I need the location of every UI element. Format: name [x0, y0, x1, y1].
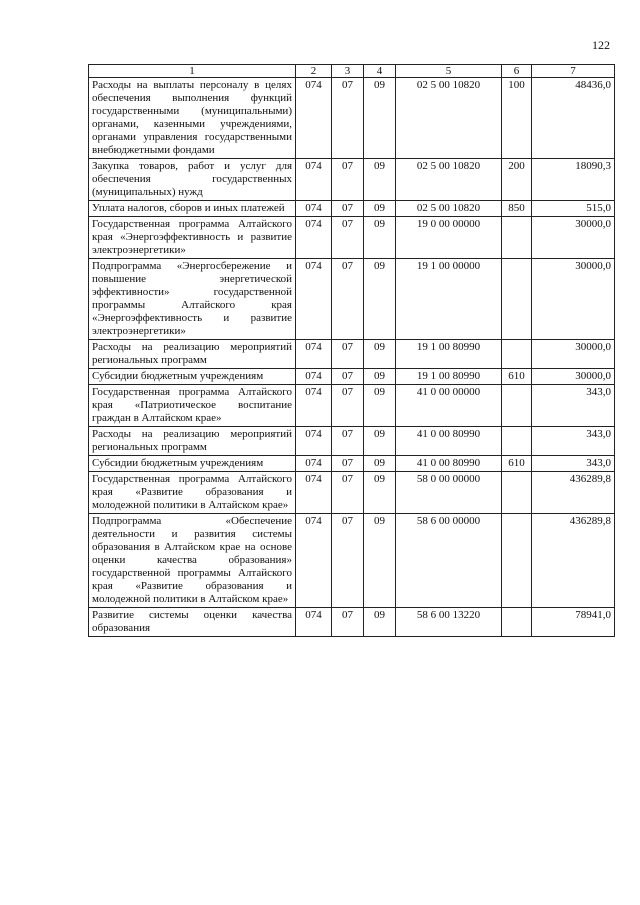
- section-cell: 07: [332, 385, 364, 427]
- row-name-cell: Развитие системы оценки качества образования: [89, 608, 296, 637]
- row-name-cell: Расходы на реализацию мероприятий региональных программ: [89, 427, 296, 456]
- row-name-cell: Субсидии бюджетным учреждениям: [89, 369, 296, 385]
- row-name-cell: Субсидии бюджетным учреждениям: [89, 456, 296, 472]
- expense-type-cell: [502, 385, 532, 427]
- subsection-cell: 09: [364, 472, 396, 514]
- amount-cell: 30000,0: [532, 217, 615, 259]
- admin-code-cell: 074: [296, 369, 332, 385]
- section-cell: 07: [332, 217, 364, 259]
- column-header: 1: [89, 65, 296, 78]
- expense-type-cell: 850: [502, 201, 532, 217]
- amount-cell: 48436,0: [532, 78, 615, 159]
- subsection-cell: 09: [364, 514, 396, 608]
- amount-cell: 436289,8: [532, 472, 615, 514]
- subsection-cell: 09: [364, 369, 396, 385]
- table-row: [89, 259, 615, 340]
- table-row: [89, 608, 615, 637]
- row-name-cell: Государственная программа Алтайского края «Энергоэффективность и развитие электроэнергетики»: [89, 217, 296, 259]
- amount-cell: 343,0: [532, 427, 615, 456]
- row-name-cell: Государственная программа Алтайского края «Патриотическое воспитание граждан в Алтайском крае»: [89, 385, 296, 427]
- row-name-cell: Подпрограмма «Энергосбережение и повышение энергетической эффективности» государственной программы Алтайского края «Энергоэффективность и развитие электроэнергетики»: [89, 259, 296, 340]
- admin-code-cell: 074: [296, 608, 332, 637]
- section-cell: 07: [332, 201, 364, 217]
- subsection-cell: 09: [364, 340, 396, 369]
- table-row: [89, 159, 615, 201]
- admin-code-cell: 074: [296, 259, 332, 340]
- column-header: 6: [502, 65, 532, 78]
- row-name-cell: Государственная программа Алтайского края «Развитие образования и молодежной политики в Алтайском крае»: [89, 472, 296, 514]
- admin-code-cell: 074: [296, 201, 332, 217]
- table-row: [89, 369, 615, 385]
- table-row: [89, 427, 615, 456]
- target-article-cell: 41 0 00 00000: [396, 385, 502, 427]
- target-article-cell: 19 1 00 80990: [396, 369, 502, 385]
- row-name-cell: Расходы на реализацию мероприятий региональных программ: [89, 340, 296, 369]
- section-cell: 07: [332, 472, 364, 514]
- amount-cell: 30000,0: [532, 340, 615, 369]
- admin-code-cell: 074: [296, 340, 332, 369]
- target-article-cell: 58 6 00 00000: [396, 514, 502, 608]
- subsection-cell: 09: [364, 217, 396, 259]
- page-number: 122: [592, 38, 610, 52]
- table-row: [89, 456, 615, 472]
- column-header: 2: [296, 65, 332, 78]
- admin-code-cell: 074: [296, 514, 332, 608]
- target-article-cell: 19 0 00 00000: [396, 217, 502, 259]
- target-article-cell: 19 1 00 80990: [396, 340, 502, 369]
- subsection-cell: 09: [364, 259, 396, 340]
- row-name-cell: Уплата налогов, сборов и иных платежей: [89, 201, 296, 217]
- section-cell: 07: [332, 259, 364, 340]
- target-article-cell: 02 5 00 10820: [396, 159, 502, 201]
- table-row: [89, 340, 615, 369]
- subsection-cell: 09: [364, 456, 396, 472]
- section-cell: 07: [332, 456, 364, 472]
- expense-type-cell: [502, 427, 532, 456]
- target-article-cell: 19 1 00 00000: [396, 259, 502, 340]
- subsection-cell: 09: [364, 201, 396, 217]
- row-name-cell: Расходы на выплаты персоналу в целях обеспечения выполнения функций государственными (муниципальными) органами, казенными учреждениями, органами управления государственными внебюджетными фондами: [89, 78, 296, 159]
- table-row: [89, 385, 615, 427]
- section-cell: 07: [332, 427, 364, 456]
- table-row: [89, 78, 615, 159]
- subsection-cell: 09: [364, 427, 396, 456]
- section-cell: 07: [332, 514, 364, 608]
- table-header-row: [89, 65, 615, 78]
- target-article-cell: 41 0 00 80990: [396, 456, 502, 472]
- target-article-cell: 41 0 00 80990: [396, 427, 502, 456]
- section-cell: 07: [332, 369, 364, 385]
- subsection-cell: 09: [364, 385, 396, 427]
- expense-type-cell: [502, 217, 532, 259]
- admin-code-cell: 074: [296, 385, 332, 427]
- section-cell: 07: [332, 159, 364, 201]
- table-row: [89, 472, 615, 514]
- expense-type-cell: [502, 514, 532, 608]
- amount-cell: 18090,3: [532, 159, 615, 201]
- expense-type-cell: [502, 608, 532, 637]
- column-header: 5: [396, 65, 502, 78]
- target-article-cell: 02 5 00 10820: [396, 78, 502, 159]
- target-article-cell: 58 6 00 13220: [396, 608, 502, 637]
- column-header: 7: [532, 65, 615, 78]
- expense-type-cell: 100: [502, 78, 532, 159]
- table-row: [89, 217, 615, 259]
- target-article-cell: 02 5 00 10820: [396, 201, 502, 217]
- expense-type-cell: [502, 472, 532, 514]
- table-row: [89, 201, 615, 217]
- expense-type-cell: 610: [502, 456, 532, 472]
- target-article-cell: 58 0 00 00000: [396, 472, 502, 514]
- amount-cell: 436289,8: [532, 514, 615, 608]
- section-cell: 07: [332, 340, 364, 369]
- amount-cell: 30000,0: [532, 259, 615, 340]
- subsection-cell: 09: [364, 159, 396, 201]
- row-name-cell: Подпрограмма «Обеспечение деятельности и развития системы образования в Алтайском крае на основе оценки качества образования» государственной программы Алтайского края «Развитие образования и молодежной политики в Алтайском крае»: [89, 514, 296, 608]
- amount-cell: 30000,0: [532, 369, 615, 385]
- expense-type-cell: 610: [502, 369, 532, 385]
- section-cell: 07: [332, 608, 364, 637]
- section-cell: 07: [332, 78, 364, 159]
- row-name-cell: Закупка товаров, работ и услуг для обеспечения государственных (муниципальных) нужд: [89, 159, 296, 201]
- admin-code-cell: 074: [296, 427, 332, 456]
- admin-code-cell: 074: [296, 78, 332, 159]
- expense-type-cell: 200: [502, 159, 532, 201]
- amount-cell: 515,0: [532, 201, 615, 217]
- expense-type-cell: [502, 340, 532, 369]
- budget-table: [88, 64, 615, 637]
- admin-code-cell: 074: [296, 456, 332, 472]
- admin-code-cell: 074: [296, 217, 332, 259]
- expense-type-cell: [502, 259, 532, 340]
- amount-cell: 343,0: [532, 385, 615, 427]
- admin-code-cell: 074: [296, 159, 332, 201]
- subsection-cell: 09: [364, 78, 396, 159]
- table-row: [89, 514, 615, 608]
- amount-cell: 78941,0: [532, 608, 615, 637]
- amount-cell: 343,0: [532, 456, 615, 472]
- admin-code-cell: 074: [296, 472, 332, 514]
- subsection-cell: 09: [364, 608, 396, 637]
- column-header: 3: [332, 65, 364, 78]
- column-header: 4: [364, 65, 396, 78]
